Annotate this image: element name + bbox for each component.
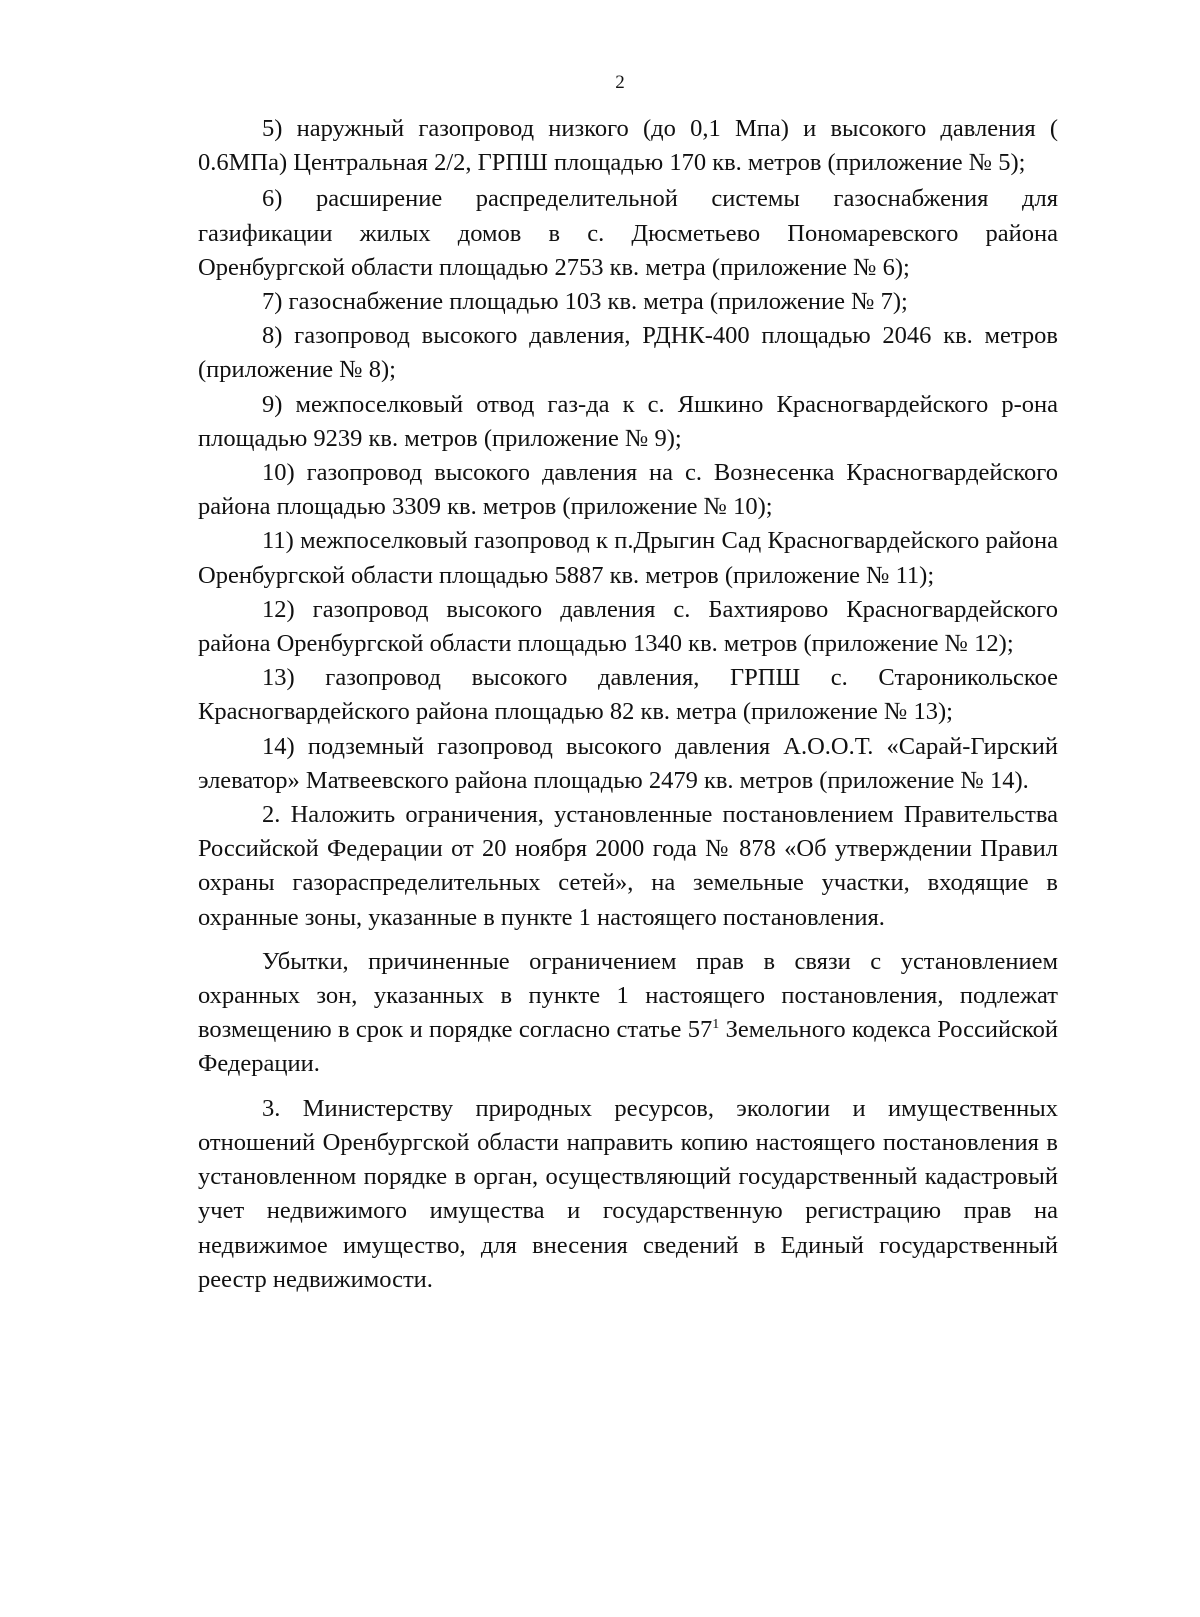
list-item-5: 5) наружный газопровод низкого (до 0,1 Мпа) и высокого давления ( 0.6МПа) Центральная 2/2, ГРПШ площадью 170 кв. метров (приложение № 5); — [198, 115, 1058, 177]
list-item-11: 11) межпоселковый газопровод к п.Дрыгин Сад Красногвардейского района Оренбургской области площадью 5887 кв. метров (приложение № 11); — [198, 527, 1058, 589]
list-item-9: 9) межпоселковый отвод газ-да к с. Яшкино Красногвардейского р-она площадью 9239 кв. метров (приложение № 9); — [198, 390, 1058, 452]
losses-text-end: Земельного кодекса Российской Федерации. — [198, 1016, 1058, 1078]
point-2-paragraph: 2. Наложить ограничения, установленные постановлением Правительства Российской Федерации от 20 ноября 2000 года № 878 «Об утверждении Правил охраны газораспределительных сетей», на земельные участки, входящие в охранные зоны, указанные в пункте 1 настоящего постановления. — [198, 801, 1058, 931]
losses-text: Убытки, причиненные ограничением прав в связи с установлением охранных зон, указанных в пункте 1 настоящего постановления, подлежат возмещению в срок и порядке согласно статье 57 — [198, 947, 1058, 1044]
page-number: 2 — [615, 72, 625, 93]
article-superscript: 1 — [712, 1017, 720, 1033]
list-item-10: 10) газопровод высокого давления на с. Вознесенка Красногвардейского района площадью 3309 кв. метров (приложение № 10); — [198, 459, 1058, 521]
list-item-12: 12) газопровод высокого давления с. Бахтиярово Красногвардейского района Оренбургской области площадью 1340 кв. метров (приложение № 12); — [198, 595, 1058, 658]
document-body — [198, 112, 1058, 1297]
point-3-paragraph: 3. Министерству природных ресурсов, экологии и имущественных отношений Оренбургской области направить копию настоящего постановления в установленном порядке в орган, осуществляющий государственный кадастровый учет недвижимого имущества и государственную регистрацию прав на недвижимое имущество, для внесения сведений в Единый государственный реестр недвижимости. — [198, 1094, 1058, 1293]
list-item-14: 14) подземный газопровод высокого давления А.О.О.Т. «Сарай-Гирский элеватор» Матвеевского района площадью 2479 кв. метров (приложение № 14). — [198, 732, 1058, 794]
losses-paragraph — [198, 945, 1058, 1082]
list-item-6: 6) расширение распределительной системы газоснабжения для газификации жилых домов в с. Дюсметьево Пономаревского района Оренбургской области площадью 2753 кв. метра (приложение № 6); — [198, 185, 1058, 281]
list-item-8: 8) газопровод высокого давления, РДНК-400 площадью 2046 кв. метров (приложение № 8); — [198, 322, 1058, 384]
list-item-7: 7) газоснабжение площадью 103 кв. метра (приложение № 7); — [262, 288, 908, 316]
list-item-13: 13) газопровод высокого давления, ГРПШ с. Староникольское Красногвардейского района площадью 82 кв. метра (приложение № 13); — [198, 664, 1058, 726]
